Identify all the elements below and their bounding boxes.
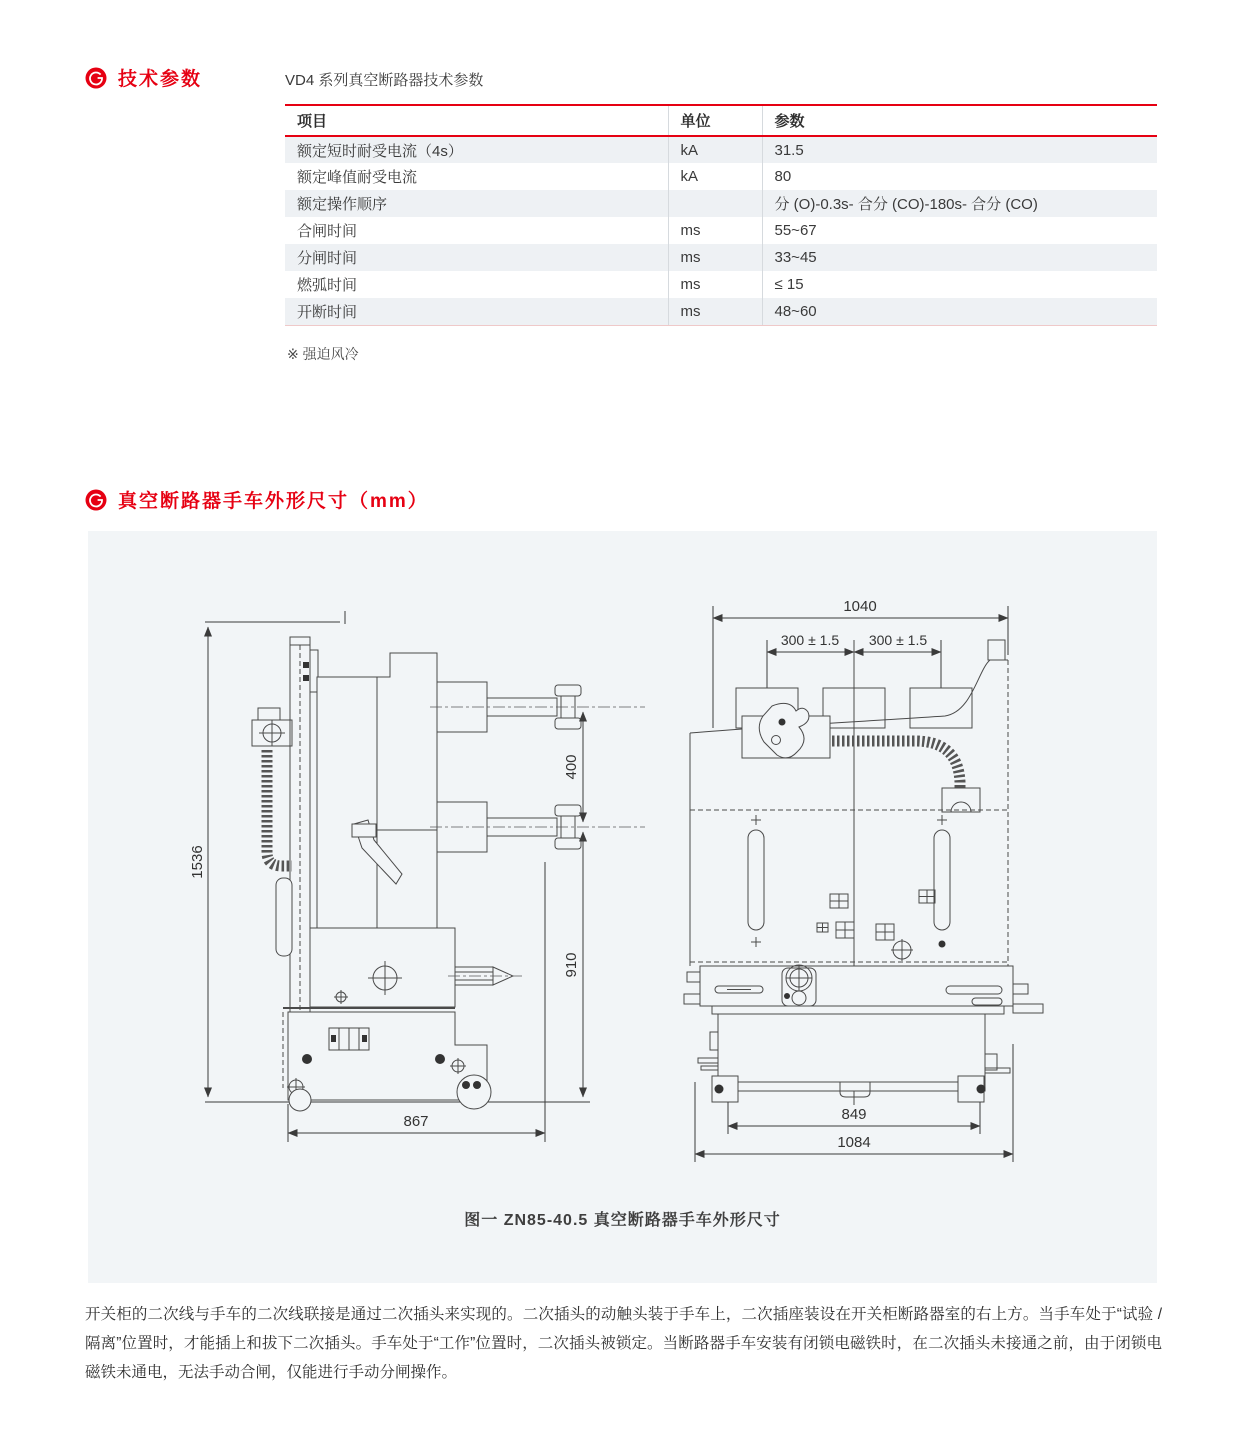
carriage-beam [684,965,1043,1014]
latch-mechanism [742,703,830,758]
forced-cooling-footnote: ※ 强迫风冷 [287,346,359,362]
coiled-cable [267,750,292,866]
cell-value: 80 [762,163,1157,190]
dim-label-lower-arm-height: 910 [563,952,580,978]
cell-unit: kA [668,136,762,163]
dim-label-total-height: 1536 [189,845,206,879]
table-row [285,136,1157,163]
cell-item: 开断时间 [285,298,668,325]
right-grip-slot [934,830,950,930]
figure-caption: 图一 ZN85-40.5 真空断路器手车外形尺寸 [464,1212,781,1229]
red-brand-bullet-icon [85,489,107,511]
cell-unit: ms [668,271,762,298]
technical-parameters-table [285,104,1157,326]
col-header-unit: 单位 [668,105,762,136]
table-subtitle: VD4 系列真空断路器技术参数 [285,72,484,89]
dim-910 [563,832,583,1097]
cell-value: 31.5 [762,136,1157,163]
upper-contact-arm [430,682,645,732]
table-row [285,244,1157,271]
operating-mechanism-body [283,928,522,1008]
red-brand-bullet-icon [85,67,107,89]
rear-wheel [457,1075,491,1109]
axle-bar [718,1082,985,1091]
dim-849 [728,1102,980,1134]
cell-value: ≤ 15 [762,271,1157,298]
dim-label-wheel-span: 849 [841,1106,867,1123]
cell-value: 33~45 [762,244,1157,271]
table-row [285,190,1157,217]
section-title: 技术参数 [118,69,203,90]
cell-value: 分 (O)-0.3s- 合分 (CO)-180s- 合分 (CO) [762,190,1157,217]
cell-unit: ms [668,244,762,271]
side-view-technical-drawing [185,585,660,1185]
dim-label-bottom-width: 1084 [837,1134,871,1151]
table-header-row [285,105,1157,136]
cell-item: 燃弧时间 [297,277,358,294]
panel-fastener-symbols [817,890,935,940]
cell-item: 合闸时间 [297,223,358,240]
left-grip-slot [748,830,764,930]
front-view-technical-drawing [685,590,1163,1190]
dim-label-phase-right: 300 ± 1.5 [868,632,928,648]
table-row [285,217,1157,244]
dim-label-top-width: 1040 [843,598,877,615]
beam-lock-assembly [782,965,816,1006]
dim-label-phase-left: 300 ± 1.5 [780,632,840,648]
pole-column [317,653,437,947]
table-row [285,298,1157,325]
cell-item: 分闸时间 [285,244,668,271]
mid-panel [690,810,1008,962]
col-header-value: 参数 [762,105,1157,136]
cable-clamp [252,708,292,746]
dim-label-arm-spacing: 400 [563,754,580,780]
cell-item: 额定峰值耐受电流 [297,169,418,186]
section-technical-params-heading [85,64,202,91]
secondary-circuit-description: 开关柜的二次线与手车的二次线联接是通过二次插头来实现的。二次插头的动触头装于手车上，二次插座装设在开关柜断路器室的右上方。当手车处于“试验 / 隔离”位置时，才能插上和拔下二次插头。手车处于“工作”位置时，二次插头被锁定。当断路器手车安装有闭锁电磁铁时，在二次插头未接通之前，由于闭锁电磁铁未通电，无法手动合闸，仅能进行手动分闸操作。 [85,1306,1162,1381]
dimension-figure-panel [88,531,1157,1283]
cell-unit [668,190,762,217]
cell-unit: ms [668,298,762,325]
chassis-side [283,1012,491,1111]
cell-value: 55~67 [762,217,1157,244]
section-dimensions-heading [85,486,429,513]
cell-value: 48~60 [762,298,1157,325]
table-row [285,163,1157,190]
cell-item: 额定操作顺序 [285,190,668,217]
cell-unit: kA [668,163,762,190]
dim-label-depth: 867 [403,1113,429,1130]
front-wheel [289,1089,311,1111]
col-header-item: 项目 [285,105,668,136]
section-title: 真空断路器手车外形尺寸（mm） [118,491,429,512]
cell-unit: ms [668,217,762,244]
cell-item: 额定短时耐受电流（4s） [285,136,668,163]
lower-contact-arm [430,802,645,852]
dim-1040 [713,598,1008,728]
table-row [285,271,1157,298]
chassis-front [698,1014,1010,1102]
pull-handle [276,878,292,956]
